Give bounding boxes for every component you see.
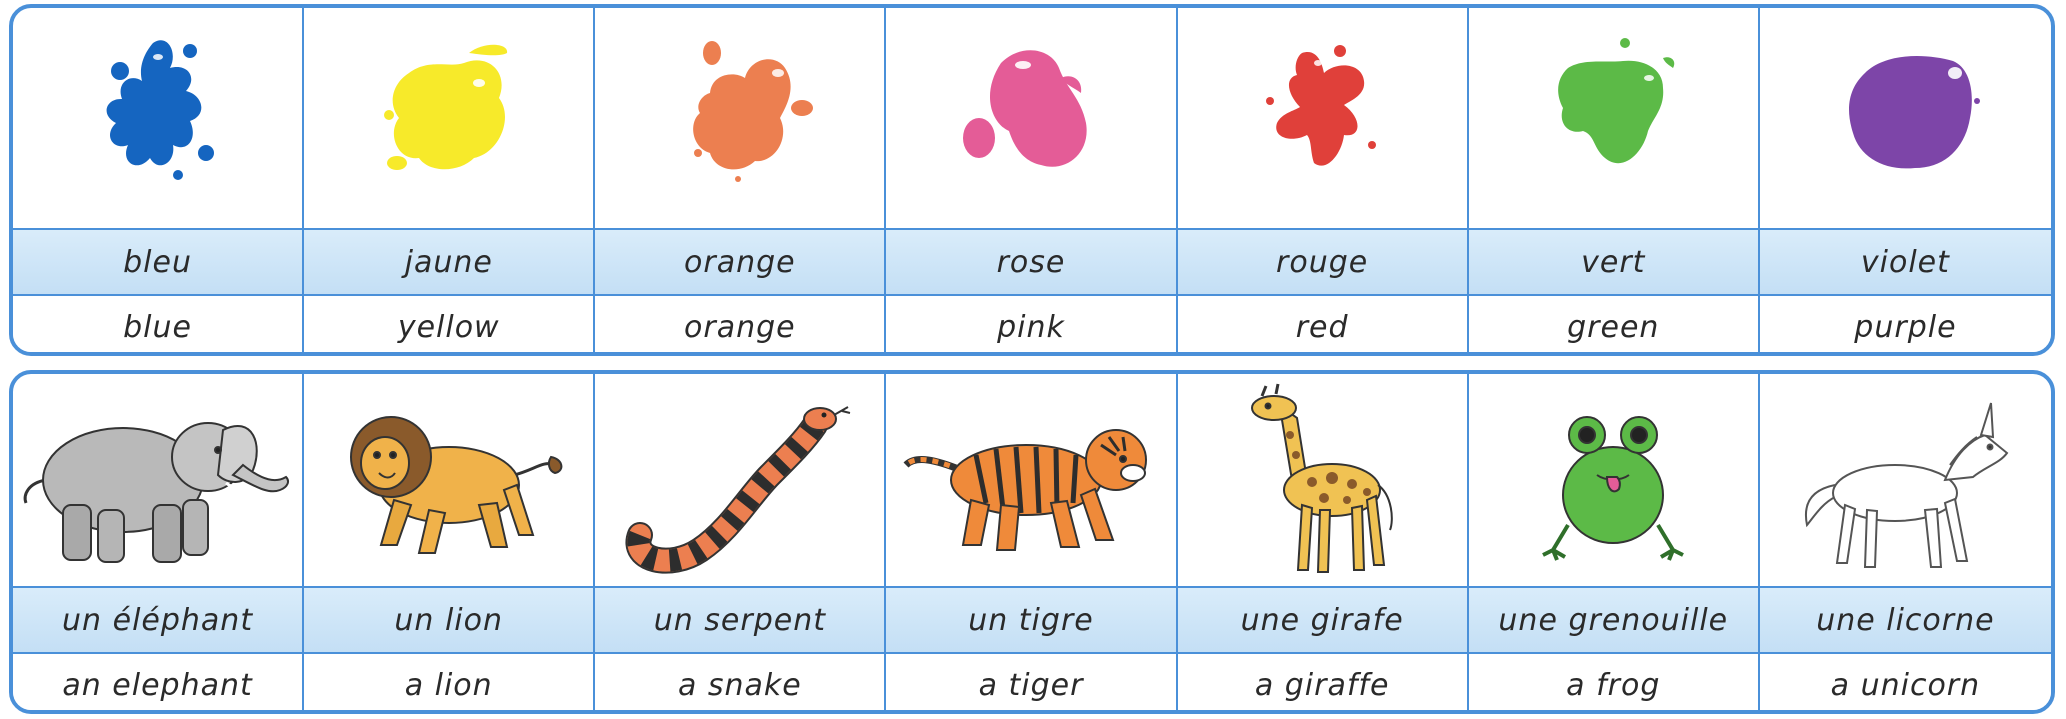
blue-splat-icon bbox=[58, 23, 258, 213]
red-splat-icon bbox=[1222, 23, 1422, 213]
french-word: violet bbox=[1860, 244, 1950, 280]
french-word-cell bbox=[13, 588, 302, 654]
unicorn-icon bbox=[1785, 385, 2025, 575]
yellow-splat-icon bbox=[349, 23, 549, 213]
lion-icon bbox=[319, 385, 579, 575]
colour-card-blue bbox=[13, 8, 304, 356]
animal-card-lion bbox=[304, 374, 595, 714]
english-word-cell bbox=[1178, 296, 1467, 356]
english-word-cell bbox=[304, 296, 593, 356]
colour-card-pink bbox=[886, 8, 1177, 356]
french-word-cell bbox=[1469, 230, 1758, 296]
french-word-cell bbox=[13, 230, 302, 296]
orange-splat-icon bbox=[640, 23, 840, 213]
english-word: orange bbox=[684, 309, 796, 345]
animal-card-giraffe bbox=[1178, 374, 1469, 714]
french-word-cell bbox=[1178, 588, 1467, 654]
colour-card-orange bbox=[595, 8, 886, 356]
english-word: a snake bbox=[677, 667, 802, 703]
colour-card-green bbox=[1469, 8, 1760, 356]
colours-panel bbox=[9, 4, 2055, 356]
french-word-cell bbox=[304, 588, 593, 654]
purple-splat-icon bbox=[1805, 23, 2005, 213]
colours-grid bbox=[13, 8, 2051, 352]
snake-icon bbox=[610, 385, 870, 575]
english-word: an elephant bbox=[62, 667, 253, 703]
animal-card-unicorn bbox=[1760, 374, 2051, 714]
elephant-icon bbox=[18, 385, 298, 575]
french-word-cell bbox=[595, 230, 884, 296]
colour-picture bbox=[1178, 8, 1467, 230]
english-word: red bbox=[1295, 309, 1349, 345]
french-word: une girafe bbox=[1240, 602, 1404, 638]
green-splat-icon bbox=[1513, 23, 1713, 213]
french-word: un lion bbox=[394, 602, 504, 638]
colour-picture bbox=[1469, 8, 1758, 230]
english-word-cell bbox=[1469, 296, 1758, 356]
animals-grid bbox=[13, 374, 2051, 710]
english-word: a unicorn bbox=[1830, 667, 1981, 703]
english-word: a lion bbox=[404, 667, 493, 703]
colour-picture bbox=[304, 8, 593, 230]
colour-picture bbox=[595, 8, 884, 230]
french-word: une grenouille bbox=[1498, 602, 1729, 638]
french-word: jaune bbox=[404, 244, 493, 280]
english-word: a giraffe bbox=[1254, 667, 1390, 703]
english-word-cell bbox=[1760, 654, 2051, 714]
english-word-cell bbox=[304, 654, 593, 714]
french-word: rouge bbox=[1276, 244, 1369, 280]
english-word: a tiger bbox=[978, 667, 1084, 703]
animal-card-elephant bbox=[13, 374, 304, 714]
english-word-cell bbox=[886, 296, 1175, 356]
colour-card-purple bbox=[1760, 8, 2051, 356]
animal-picture bbox=[13, 374, 302, 588]
tiger-icon bbox=[891, 385, 1171, 575]
english-word-cell bbox=[1469, 654, 1758, 714]
french-word-cell bbox=[304, 230, 593, 296]
french-word: un éléphant bbox=[62, 602, 254, 638]
french-word-cell bbox=[595, 588, 884, 654]
english-word: yellow bbox=[397, 309, 500, 345]
animal-card-snake bbox=[595, 374, 886, 714]
english-word: pink bbox=[997, 309, 1065, 345]
colour-picture bbox=[13, 8, 302, 230]
colour-card-yellow bbox=[304, 8, 595, 356]
frog-icon bbox=[1513, 385, 1713, 575]
animal-picture bbox=[1178, 374, 1467, 588]
english-word-cell bbox=[13, 654, 302, 714]
french-word: orange bbox=[684, 244, 796, 280]
french-word-cell bbox=[1178, 230, 1467, 296]
french-word: un tigre bbox=[968, 602, 1094, 638]
english-word: purple bbox=[1854, 309, 1957, 345]
english-word: green bbox=[1567, 309, 1660, 345]
english-word-cell bbox=[1178, 654, 1467, 714]
animal-picture bbox=[304, 374, 593, 588]
french-word-cell bbox=[1760, 230, 2051, 296]
english-word-cell bbox=[595, 296, 884, 356]
colour-picture bbox=[886, 8, 1175, 230]
animal-picture bbox=[595, 374, 884, 588]
french-word-cell bbox=[1760, 588, 2051, 654]
french-word: un serpent bbox=[653, 602, 826, 638]
animal-card-frog bbox=[1469, 374, 1760, 714]
english-word-cell bbox=[595, 654, 884, 714]
french-word-cell bbox=[886, 588, 1175, 654]
french-word-cell bbox=[1469, 588, 1758, 654]
colour-card-red bbox=[1178, 8, 1469, 356]
english-word-cell bbox=[13, 296, 302, 356]
giraffe-icon bbox=[1212, 380, 1432, 580]
english-word: blue bbox=[123, 309, 192, 345]
animal-picture bbox=[886, 374, 1175, 588]
animal-picture bbox=[1760, 374, 2051, 588]
animal-card-tiger bbox=[886, 374, 1177, 714]
english-word-cell bbox=[886, 654, 1175, 714]
animals-panel bbox=[9, 370, 2055, 714]
french-word: rose bbox=[996, 244, 1066, 280]
pink-splat-icon bbox=[931, 23, 1131, 213]
french-word: une licorne bbox=[1816, 602, 1995, 638]
animal-picture bbox=[1469, 374, 1758, 588]
french-word: vert bbox=[1581, 244, 1646, 280]
colour-picture bbox=[1760, 8, 2051, 230]
french-word: bleu bbox=[123, 244, 192, 280]
french-word-cell bbox=[886, 230, 1175, 296]
english-word-cell bbox=[1760, 296, 2051, 356]
english-word: a frog bbox=[1566, 667, 1661, 703]
